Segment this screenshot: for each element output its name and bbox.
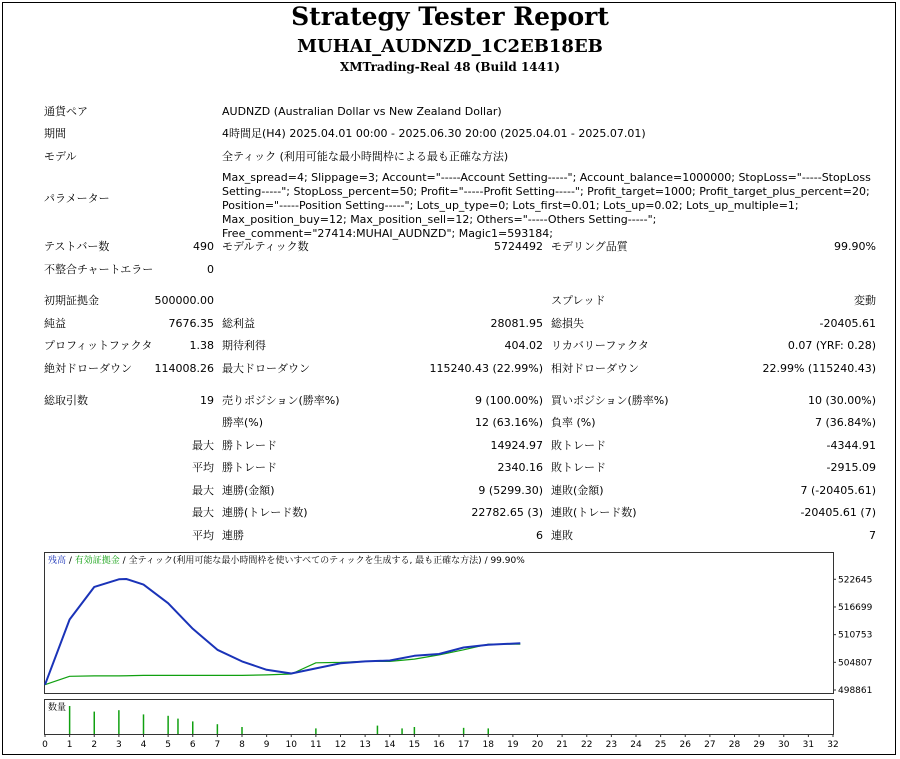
bars-value: 490: [193, 240, 214, 253]
params-value: Max_spread=4; Slippage=3; Account="-----Account Setting-----"; Account_balance=1000000; StopLoss="-----StopLoss Setting-----"; StopLoss_percent=50; Profit="-----Profit Setting-----"; Profit_target=1000; Profit_target_plus_percent=20; Position="-----Position Setting-----"; Lots_up_type=0; Lots_first=0.01; Lots_up=0.02; Lots_up_multiple=1; Max_position_buy=12; Max_position_sell=12; Others="-----Others Setting-----"; Free_comment="27414:MUHAI_AUDNZD"; Magic1=593184;: [222, 171, 871, 240]
x-tick-label: 29: [753, 740, 765, 750]
x-tick-label: 4: [140, 740, 147, 750]
volume-legend: 数量: [48, 703, 67, 713]
server-name: XMTrading-Real 48 (Build 1441): [339, 60, 561, 74]
x-tick-label: 11: [310, 740, 322, 750]
max-win-label: 勝トレード: [222, 439, 277, 452]
max-loss-value: -4344.91: [826, 439, 876, 452]
abs-dd-label: 絶対ドローダウン: [44, 362, 132, 375]
legend-sep-2: /: [119, 556, 129, 566]
x-tick-label: 21: [556, 740, 568, 750]
gross-loss-value: -20405.61: [819, 317, 876, 330]
net-label: 純益: [44, 317, 66, 330]
mismatch-label: 不整合チャートエラー: [44, 263, 154, 276]
period-value: 4時間足(H4) 2025.04.01 00:00 - 2025.06.30 20:00 (2025.04.01 - 2025.07.01): [222, 127, 646, 140]
long-label: 買いポジション(勝率%): [551, 394, 669, 407]
x-tick-label: 0: [42, 740, 48, 750]
report-title: Strategy Tester Report: [291, 2, 609, 31]
x-tick-label: 23: [605, 740, 618, 750]
x-tick-label: 8: [239, 740, 245, 750]
spread-value: 変動: [854, 294, 876, 307]
net-value: 7676.35: [168, 317, 214, 330]
expected-label: 期待利得: [222, 339, 266, 352]
x-tick-label: 30: [778, 740, 790, 750]
avg-cons-win-label: 連勝: [222, 529, 244, 542]
x-tick-label: 18: [482, 740, 494, 750]
equity-line: [45, 644, 520, 685]
lossrate-value: 7 (36.84%): [814, 416, 876, 429]
quality-label: モデリング品質: [551, 240, 628, 253]
gross-loss-label: 総損失: [551, 317, 584, 330]
avg-cons-win-value: 6: [536, 529, 543, 542]
balance-line: [45, 579, 520, 685]
avg-win-value: 2340.16: [497, 461, 543, 474]
symbol-value: AUDNZD (Australian Dollar vs New Zealand Dollar): [222, 105, 502, 118]
rel-dd-value: 22.99% (115240.43): [762, 362, 876, 375]
y-tick-label: 516699: [838, 602, 873, 613]
symbol-label: 通貨ペア: [44, 105, 88, 118]
abs-dd-value: 114008.26: [154, 362, 214, 375]
max-win-value: 14924.97: [490, 439, 543, 452]
params-label: パラメーター: [44, 192, 110, 205]
max-cons-loss-money-value: 7 (-20405.61): [800, 484, 876, 497]
period-label: 期間: [44, 127, 66, 140]
bars-label: テストバー数: [44, 240, 110, 253]
y-tick-label: 504807: [838, 658, 873, 669]
avg-cons-loss-label: 連敗: [551, 529, 573, 542]
ea-name: MUHAI_AUDNZD_1C2EB18EB: [297, 36, 603, 57]
avg-loss-label: 敗トレード: [551, 461, 606, 474]
model-label: モデル: [44, 150, 77, 163]
max-cons-win-count-label: 連勝(トレード数): [222, 506, 308, 519]
max-cons-win-money-value: 9 (5299.30): [478, 484, 543, 497]
max-label-3: 最大: [192, 506, 214, 519]
recovery-value: 0.07 (YRF: 0.28): [787, 339, 876, 352]
avg-win-label: 勝トレード: [222, 461, 277, 474]
x-tick-label: 24: [630, 740, 642, 750]
max-cons-loss-count-label: 連敗(トレード数): [551, 506, 637, 519]
y-tick-label: 498861: [838, 686, 873, 696]
max-cons-win-count-value: 22782.65 (3): [471, 506, 543, 519]
mismatch-value: 0: [207, 263, 214, 276]
expected-value: 404.02: [504, 339, 543, 352]
x-tick-label: 15: [408, 740, 421, 750]
max-cons-loss-money-label: 連敗(金額): [551, 484, 604, 497]
legend-sep-1: /: [66, 556, 75, 566]
x-tick-label: 32: [827, 740, 839, 750]
quality-value: 99.90%: [834, 240, 876, 253]
winrate-label: 勝率(%): [222, 416, 264, 429]
x-tick-label: 17: [457, 740, 470, 750]
ticks-value: 5724492: [494, 240, 543, 253]
short-value: 9 (100.00%): [474, 394, 543, 407]
x-tick-label: 28: [728, 740, 741, 750]
legend-equity: 有効証拠金: [74, 556, 120, 566]
x-tick-label: 16: [433, 740, 445, 750]
legend-model: 全ティック(利用可能な最小時間枠を使いすべてのティックを生成する, 最も正確な方法): [128, 556, 482, 566]
total-trades-value: 19: [200, 394, 214, 407]
x-tick-label: 19: [507, 740, 519, 750]
avg-label-1: 平均: [192, 461, 214, 474]
x-tick-label: 10: [285, 740, 297, 750]
x-tick-label: 26: [679, 740, 691, 750]
pf-value: 1.38: [189, 339, 214, 352]
legend-balance: 残高: [48, 556, 67, 566]
x-tick-label: 2: [91, 740, 98, 750]
x-tick-label: 14: [384, 740, 396, 750]
avg-loss-value: -2915.09: [826, 461, 876, 474]
x-tick-label: 20: [531, 740, 544, 750]
max-label-2: 最大: [192, 484, 214, 497]
max-dd-value: 115240.43 (22.99%): [429, 362, 543, 375]
avg-label-2: 平均: [192, 529, 214, 542]
short-label: 売りポジション(勝率%): [222, 394, 340, 407]
x-tick-label: 27: [704, 740, 716, 750]
x-tick-label: 9: [263, 740, 270, 750]
x-tick-label: 3: [116, 740, 122, 750]
deposit-value: 500000.00: [154, 294, 214, 307]
recovery-label: リカバリーファクタ: [551, 339, 649, 352]
x-tick-label: 22: [581, 740, 593, 750]
ticks-label: モデルティック数: [222, 240, 309, 253]
x-tick-label: 13: [359, 740, 371, 750]
avg-cons-loss-value: 7: [869, 529, 876, 542]
max-label-1: 最大: [192, 439, 214, 452]
x-tick-label: 1: [66, 740, 73, 750]
y-tick-label: 522645: [838, 575, 873, 586]
rel-dd-label: 相対ドローダウン: [551, 362, 639, 375]
long-value: 10 (30.00%): [807, 394, 876, 407]
x-tick-label: 25: [654, 740, 667, 750]
x-tick-label: 12: [334, 740, 347, 750]
gross-profit-label: 総利益: [222, 317, 255, 330]
winrate-value: 12 (63.16%): [474, 416, 543, 429]
x-tick-label: 6: [189, 740, 196, 750]
model-value: 全ティック (利用可能な最小時間枠による最も正確な方法): [222, 150, 509, 163]
legend-quality: / 99.90%: [481, 556, 525, 566]
gross-profit-value: 28081.95: [490, 317, 543, 330]
y-tick-label: 510753: [838, 630, 873, 641]
x-tick-label: 31: [802, 740, 815, 750]
x-tick-label: 5: [165, 740, 171, 750]
x-tick-label: 7: [214, 740, 221, 750]
max-cons-loss-count-value: -20405.61 (7): [800, 506, 876, 519]
max-dd-label: 最大ドローダウン: [222, 362, 310, 375]
spread-label: スプレッド: [551, 294, 606, 307]
pf-label: プロフィットファクタ: [44, 339, 153, 352]
lossrate-label: 負率 (%): [551, 416, 596, 429]
max-cons-win-money-label: 連勝(金額): [222, 484, 275, 497]
total-trades-label: 総取引数: [44, 394, 88, 407]
deposit-label: 初期証拠金: [44, 294, 99, 307]
max-loss-label: 敗トレード: [551, 439, 606, 452]
